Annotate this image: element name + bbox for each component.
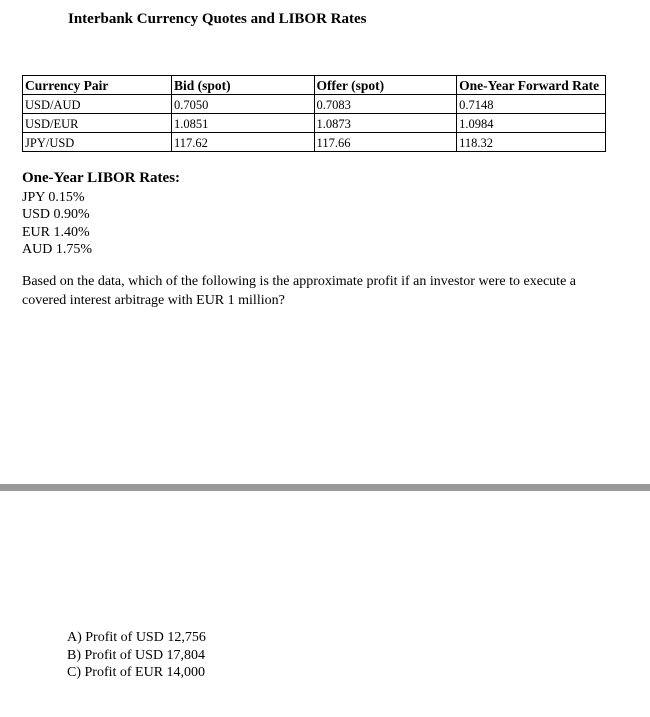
cell-bid-spot: 1.0851 — [171, 114, 314, 133]
currency-quotes-table — [22, 75, 606, 152]
header-forward-rate: One-Year Forward Rate — [457, 76, 606, 95]
table-header-row — [23, 76, 606, 95]
choice-b[interactable]: B) Profit of USD 17,804 — [67, 647, 206, 663]
cell-offer-spot: 1.0873 — [314, 114, 457, 133]
libor-rate-eur: EUR 1.40% — [22, 224, 90, 240]
header-bid-spot: Bid (spot) — [171, 76, 314, 95]
cell-bid-spot: 0.7050 — [171, 95, 314, 114]
choice-a[interactable]: A) Profit of USD 12,756 — [67, 630, 206, 645]
cell-forward-rate: 118.32 — [457, 133, 606, 152]
cell-currency-pair: USD/EUR — [23, 114, 172, 133]
table-row — [23, 114, 606, 133]
libor-heading: One-Year LIBOR Rates: — [22, 170, 181, 186]
libor-rate-usd: USD 0.90% — [22, 207, 90, 222]
answer-choices — [67, 629, 206, 682]
page-title: Interbank Currency Quotes and LIBOR Rates — [68, 11, 367, 27]
cell-forward-rate: 1.0984 — [457, 114, 606, 133]
cell-offer-spot: 0.7083 — [314, 95, 457, 114]
table-row — [23, 95, 606, 114]
question-text: Based on the data, which of the following is the approximate profit if an investor were to execute a covered interest arbitrage with EUR 1 million? — [22, 274, 576, 308]
section-divider — [0, 484, 650, 491]
libor-rate-jpy: JPY 0.15% — [22, 189, 85, 205]
libor-rates-section — [22, 170, 180, 259]
header-offer-spot: Offer (spot) — [314, 76, 457, 95]
cell-offer-spot: 117.66 — [314, 133, 457, 152]
libor-rate-aud: AUD 1.75% — [22, 242, 92, 257]
choice-c[interactable]: C) Profit of EUR 14,000 — [67, 665, 206, 680]
cell-currency-pair: JPY/USD — [23, 133, 172, 152]
cell-forward-rate: 0.7148 — [457, 95, 606, 114]
header-currency-pair: Currency Pair — [23, 76, 172, 95]
cell-bid-spot: 117.62 — [171, 133, 314, 152]
cell-currency-pair: USD/AUD — [23, 95, 172, 114]
table-row — [23, 133, 606, 152]
